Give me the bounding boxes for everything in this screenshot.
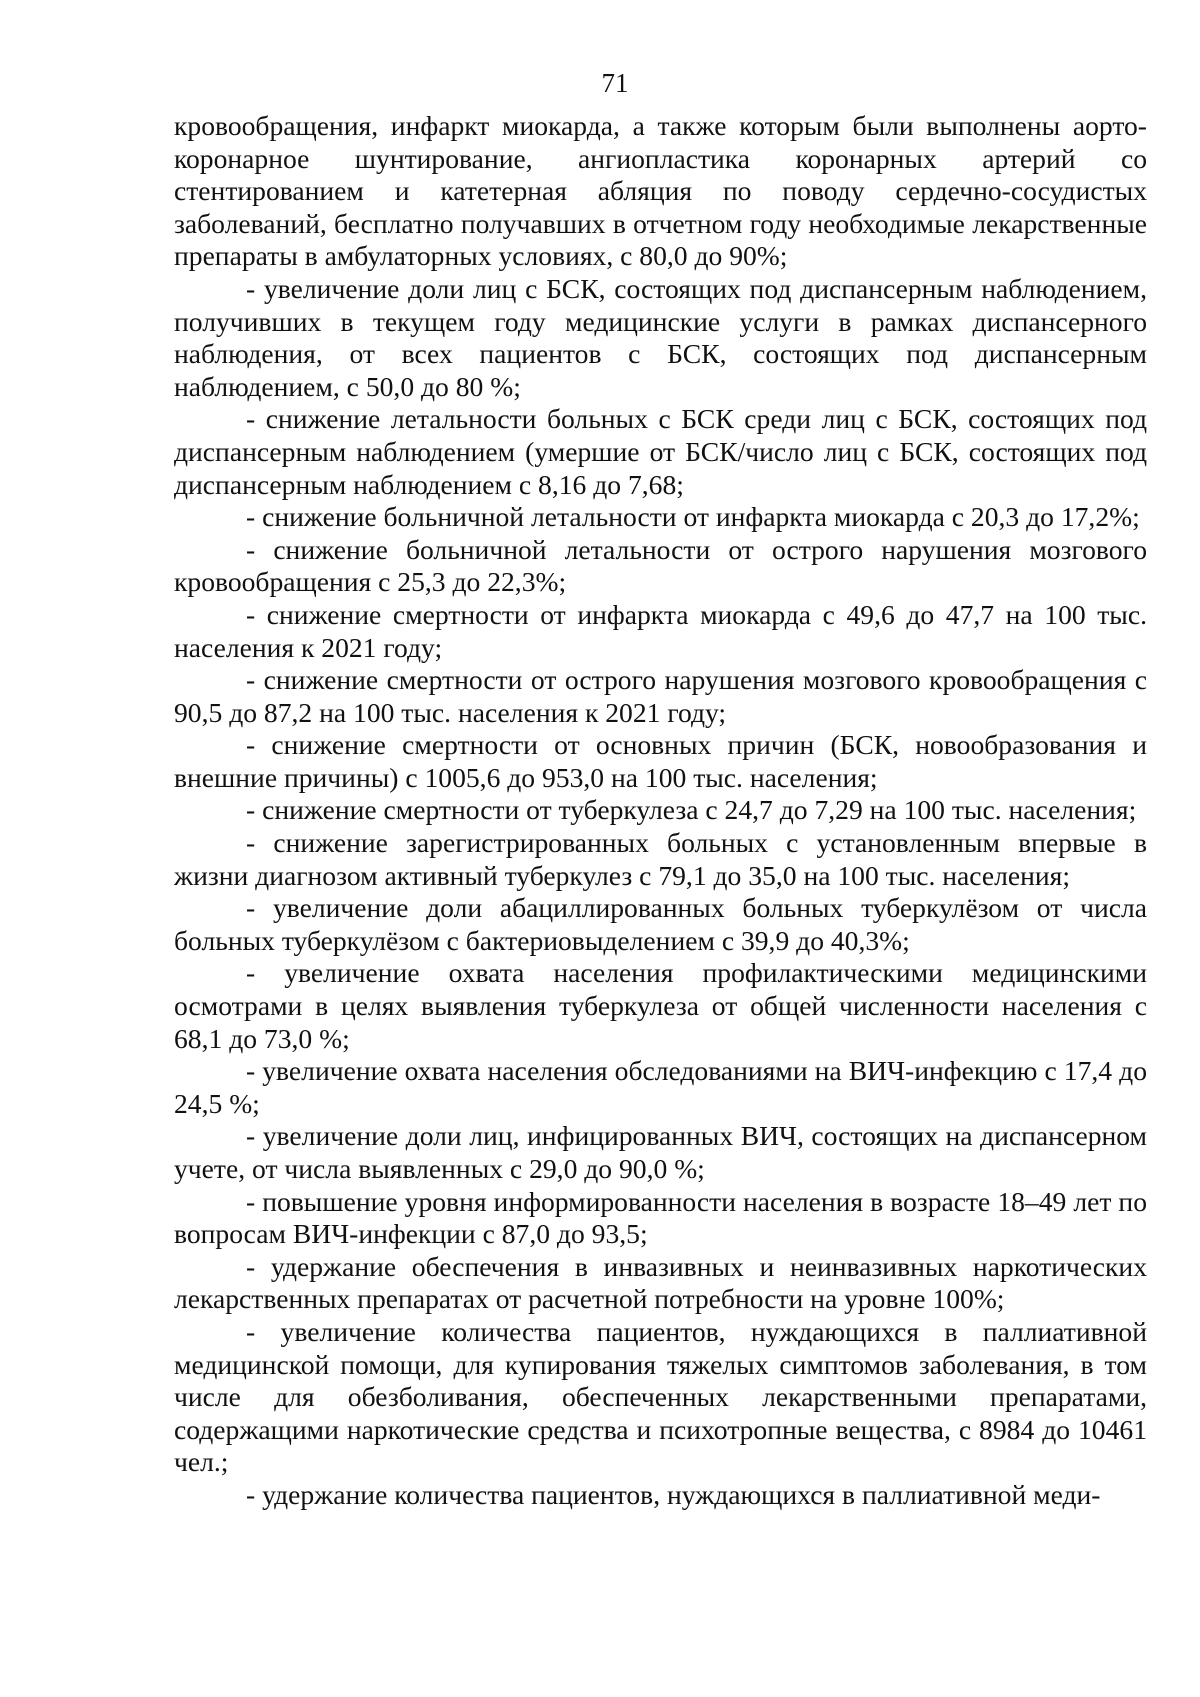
list-item: - снижение зарегистрированных больных с установленным впервые в жизни диагнозом активный туберкулез с 79,1 до 35,0 на 100 тыс. населения; [174,827,1147,891]
list-item: - увеличение доли лиц, инфицированных ВИЧ, состоящих на диспансерном учете, от числа выявленных с 29,0 до 90,0 %; [174,1120,1147,1184]
list-item: - увеличение доли абациллированных больных туберкулёзом от числа больных туберкулёзом с бактериовыделением с 39,9 до 40,3%; [174,892,1147,956]
list-item: - снижение смертности от инфаркта миокарда с 49,6 до 47,7 на 100 тыс. населения к 2021 году; [174,598,1147,663]
list-item: - удержание количества пациентов, нуждающихся в паллиативной меди- [246,1478,1101,1510]
list-item: - увеличение доли лиц с БСК, состоящих под диспансерным наблюдением, получивших в текущем году медицинские услуги в рамках диспансерного наблюдения, от всех пациентов с БСК, состоящих под диспансерным наблюдением, с 50,0 до 80 %; [174,272,1147,402]
list-item: - увеличение охвата населения профилактическими медицинскими осмотрами в целях выявления туберкулеза от общей численности населения с 68,1 до 73,0 %; [174,957,1147,1054]
list-item: - удержание обеспечения в инвазивных и неинвазивных наркотических лекарственных препаратах от расчетной потребности на уровне 100%; [174,1250,1147,1315]
body-text [174,110,1147,1512]
list-item: - снижение больничной летальности от инфаркта миокарда с 20,3 до 17,2%; [246,501,1140,533]
list-item: - снижение смертности от острого нарушения мозгового кровообращения с 90,5 до 87,2 на 100 тыс. населения к 2021 году; [174,664,1147,728]
list-item: - повышение уровня информированности населения в возрасте 18–49 лет по вопросам ВИЧ-инфекции с 87,0 до 93,5; [174,1185,1147,1250]
list-item: - снижение смертности от туберкулеза с 24,7 до 7,29 на 100 тыс. населения; [246,794,1137,826]
paragraph-continuation: кровообращения, инфаркт миокарда, а также которым были выполнены аорто-коронарное шунтирование, ангиопластика коронарных артерий со стентированием и катетерная абляция по поводу сердечно-сосудистых заболеваний, бесплатно получавших в отчетном году необходимые лекарственные препараты в амбулаторных условиях, с 80,0 до 90%; [174,110,1147,272]
list-item: - снижение больничной летальности от острого нарушения мозгового кровообращения с 25,3 до 22,3%; [174,533,1147,598]
list-item: - увеличение количества пациентов, нуждающихся в паллиативной медицинской помощи, для купирования тяжелых симптомов заболевания, в том числе для обезболивания, обеспеченных лекарственными препаратами, содержащими наркотические средства и психотропные вещества, с 8984 до 10461 чел.; [174,1315,1147,1478]
page-number: 71 [601,68,629,98]
list-item: - увеличение охвата населения обследованиями на ВИЧ-инфекцию с 17,4 до 24,5 %; [174,1055,1147,1119]
list-item: - снижение смертности от основных причин (БСК, новообразования и внешние причины) с 1005,6 до 953,0 на 100 тыс. населения; [174,729,1147,793]
list-item: - снижение летальности больных с БСК среди лиц с БСК, состоящих под диспансерным наблюдением (умершие от БСК/число лиц с БСК, состоящих под диспансерным наблюдением с 8,16 до 7,68; [174,403,1147,500]
